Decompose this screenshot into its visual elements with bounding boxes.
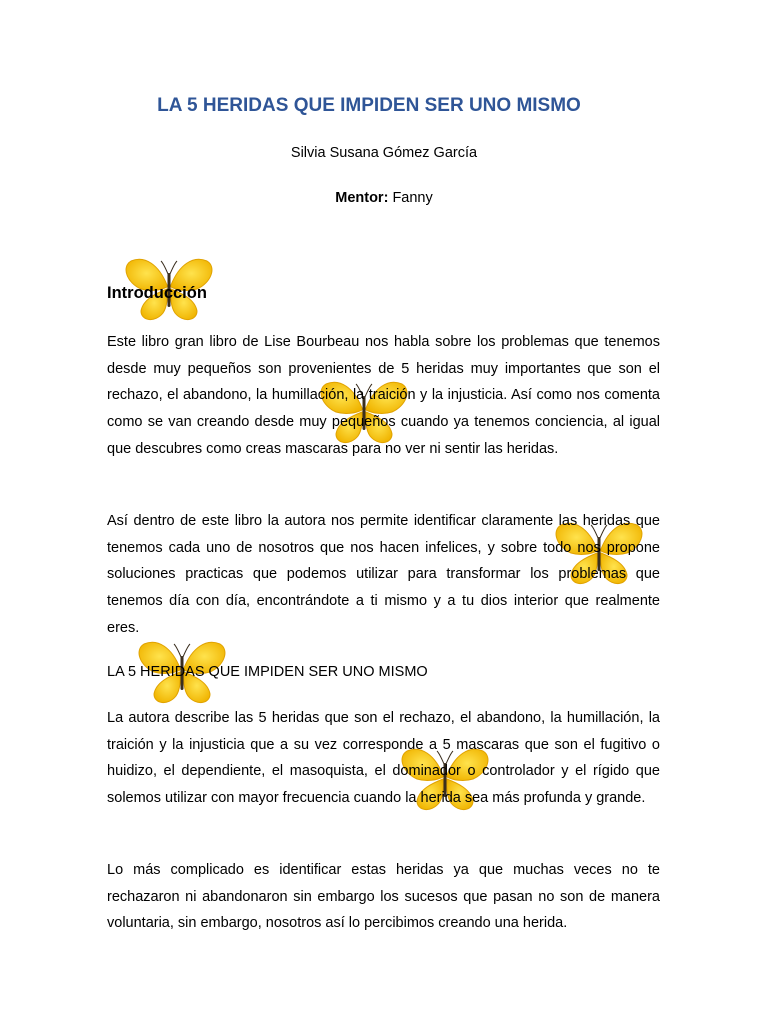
mentor-label: Mentor: [335, 190, 389, 206]
document-title: LA 5 HERIDAS QUE IMPIDEN SER UNO MISMO [157, 95, 581, 116]
intro-heading: Introducción [107, 284, 207, 302]
section-paragraph-1: La autora describe las 5 heridas que son el rechazo, el abandono, la humillación, la traición y la injusticia que a su vez corresponde a 5 mascaras que son el fugitivo o huidizo, el dependiente, el masoquista, el dominador o controlador y el rígido que solemos utilizar con mayor frecuencia cuando la herida sea más profunda y grande. [107, 710, 660, 807]
intro-paragraph-2: Así dentro de este libro la autora nos permite identificar claramente las heridas que tenemos cada uno de nosotros que nos hacen infelices, y sobre todo nos propone soluciones practicas que podemos utilizar para transformar los problemas que tenemos día con día, encontrándote a ti mismo y a tu dios interior que realmente eres. [107, 513, 660, 636]
mentor-line [0, 190, 768, 206]
mentor-name: Fanny [392, 190, 433, 206]
section-heading: LA 5 HERIDAS QUE IMPIDEN SER UNO MISMO [107, 664, 428, 680]
author-name: Silvia Susana Gómez García [290, 145, 478, 161]
intro-paragraph-1: Este libro gran libro de Lise Bourbeau nos habla sobre los problemas que tenemos desde muy pequeños son provenientes de 5 heridas muy importantes que son el rechazo, el abandono, la humillación, la traición y la injusticia. Así como nos comenta como se van creando desde muy pequeños cuando ya tenemos conciencia, al igual que descubres como creas mascaras para no ver ni sentir las heridas. [107, 334, 660, 457]
section-paragraph-2: Lo más complicado es identificar estas heridas ya que muchas veces no te rechazaron ni abandonaron sin embargo los sucesos que pasan no son de manera voluntaria, sin embargo, nosotros así lo percibimos creando una herida. [107, 862, 660, 932]
